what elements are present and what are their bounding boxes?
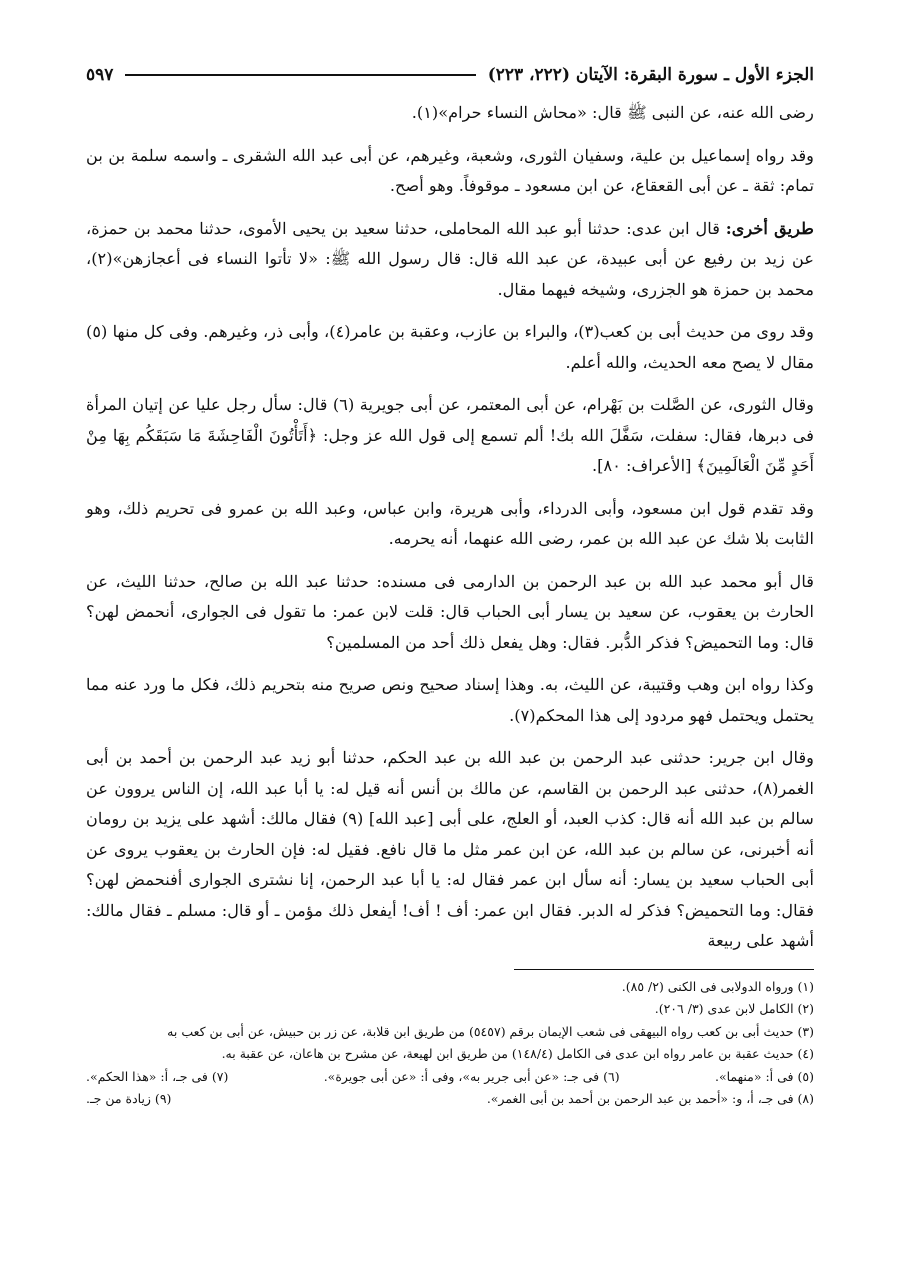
paragraph-6	[86, 494, 814, 555]
paragraph-1	[86, 98, 814, 129]
running-head-title: الجزء الأول ـ سورة البقرة: الآيتان (٢٢٢، ٢٢٣)	[487, 65, 814, 85]
footnote-9: (٩) زيادة من جـ.	[86, 1091, 172, 1106]
footnote-5: (٥) فى أ: «منهما».	[714, 1068, 814, 1084]
paragraph-4	[86, 317, 814, 378]
paragraph-7	[86, 567, 814, 659]
footnote-row-8-9	[86, 1088, 814, 1111]
footnotes	[86, 976, 814, 1111]
body-text	[86, 98, 814, 957]
paragraph-text: وكذا رواه ابن وهب وقتيبة، عن الليث، به. وهذا إسناد صحيح ونص صريح منه بتحريم ذلك، فكل ما ورد عنه مما يحتمل ويحتمل فهو مردود إلى هذا المحكم(٧).	[86, 675, 814, 725]
paragraph-2	[86, 141, 814, 202]
footnote-8: (٨) فى جـ، أ، و: «أحمد بن عبد الرحمن بن أحمد بن أبى الغمر».	[486, 1091, 814, 1106]
paragraph-lead: طريق أخرى:	[725, 218, 814, 238]
footnote-7: (٧) فى جـ، أ: «هذا الحكم».	[86, 1068, 229, 1084]
paragraph-text: وقد روى من حديث أبى بن كعب(٣)، والبراء بن عازب، وعقبة بن عامر(٤)، وأبى ذر، وغيرهم. وفى كل منها (٥) مقال لا يصح معه الحديث، والله أعلم.	[86, 322, 814, 372]
footnote-row-5-7	[86, 1066, 814, 1089]
paragraph-text: وقال الثورى، عن الصَّلت بن بَهْرام، عن أبى المعتمر، عن أبى جويرية (٦) قال: سأل رجل عليا عن إتيان المرأة فى دبرها، فقال: سفلت، سَفَّلَ الله بك! ألم تسمع إلى قول الله عز وجل: ﴿أَتَأْتُونَ الْفَاحِشَةَ مَا سَبَقَكُم بِهَا مِنْ أَحَدٍ مِّنَ الْعَالَمِينَ﴾ [الأعراف: ٨٠].	[86, 395, 814, 475]
paragraph-9	[86, 743, 814, 957]
page-number: ٥٩٧	[86, 65, 114, 85]
paragraph-text: وقد رواه إسماعيل بن علية، وسفيان الثورى، وشعبة، وغيرهم، عن أبى عبد الله الشقرى ـ واسمه سلمة بن بن تمام: ثقة ـ عن أبى القعقاع، عن ابن مسعود ـ موقوفاً. وهو أصح.	[86, 145, 814, 195]
footnote-rule	[514, 969, 814, 970]
header-rule	[125, 74, 475, 76]
footnote-2: (٢) الكامل لابن عدى (٣/ ٢٠٦).	[654, 1001, 814, 1016]
running-head	[86, 58, 814, 92]
footnote-1: (١) ورواه الدولابى فى الكنى (٢/ ٨٥).	[621, 978, 814, 994]
paragraph-text: قال ابن عدى: حدثنا أبو عبد الله المحاملى، حدثنا سعيد بن يحيى الأموى، حدثنا محمد بن حمزة، عن زيد بن رفيع عن أبى عبيدة، عن عبد الله قال: قال رسول الله ﷺ: «لا تأتوا النساء فى أعجازهن»(٢)، محمد بن حمزة هو الجزرى، وشيخه فيهما مقال.	[86, 218, 814, 299]
paragraph-text: قال أبو محمد عبد الله بن عبد الرحمن بن الدارمى فى مسنده: حدثنا عبد الله بن صالح، حدثنا الليث، عن الحارث بن يعقوب، عن سعيد بن يسار أبى الحباب قال: قلت لابن عمر: ما تقول فى الجوارى، أنحمض لهن؟ قال: وما التحميض؟ فذكر الدُّبر. فقال: وهل يفعل ذلك أحد من المسلمين؟	[86, 571, 814, 652]
footnote-6: (٦) فى جـ: «عن أبى جرير به»، وفى أ: «عن أبى جويرة».	[323, 1068, 620, 1084]
paragraph-5	[86, 390, 814, 482]
paragraph-3	[86, 214, 814, 306]
paragraph-text: رضى الله عنه، عن النبى ﷺ قال: «محاش النساء حرام»(١).	[411, 103, 814, 122]
paragraph-text: وقد تقدم قول ابن مسعود، وأبى الدرداء، وأبى هريرة، وابن عباس، وعبد الله بن عمرو فى تحريم ذلك، وهو الثابت بلا شك عن عبد الله بن عمر، رضى الله عنهما، أنه يحرمه.	[86, 498, 814, 548]
footnote-3: (٣) حديث أبى بن كعب رواه البيهقى فى شعب الإيمان برقم (٥٤٥٧) من طريق ابن قلابة، عن زر بن حبيش، عن أبى بن كعب به	[167, 1023, 814, 1039]
paragraph-text: وقال ابن جرير: حدثنى عبد الرحمن بن عبد الله بن عبد الحكم، حدثنا أبو زيد عبد الرحمن بن أحمد بن أبى الغمر(٨)، حدثنى عبد الرحمن بن القاسم، عن مالك بن أنس أنه قيل له: يا أبا عبد الله، إن الناس يروون عن سالم بن عبد الله أنه قال: كذب العبد، أو العلج، على أبى [عبد الله] (٩) فقال مالك: أشهد على يزيد بن رومان أنه أخبرنى، عن سالم بن عبد الله، عن ابن عمر مثل ما قال نافع. فقيل له: فإن الحارث بن يعقوب يروى عن أبى الحباب سعيد بن يسار: أنه سأل ابن عمر فقال له: يا أبا عبد الرحمن، إنا نشترى الجوارى أفنحمض لهن؟ فقال: وما التحميض؟ فذكر له الدبر. فقال ابن عمر: أف ! أف! أيفعل ذلك مؤمن ـ أو قال: مسلم ـ فقال مالك: أشهد على ربيعة	[86, 748, 814, 950]
footnote-4: (٤) حديث عقبة بن عامر رواه ابن عدى فى الكامل (١٤٨/٤) من طريق ابن لهيعة، عن مشرح بن هاعان، عن عقبة به.	[221, 1046, 814, 1061]
paragraph-8	[86, 670, 814, 731]
